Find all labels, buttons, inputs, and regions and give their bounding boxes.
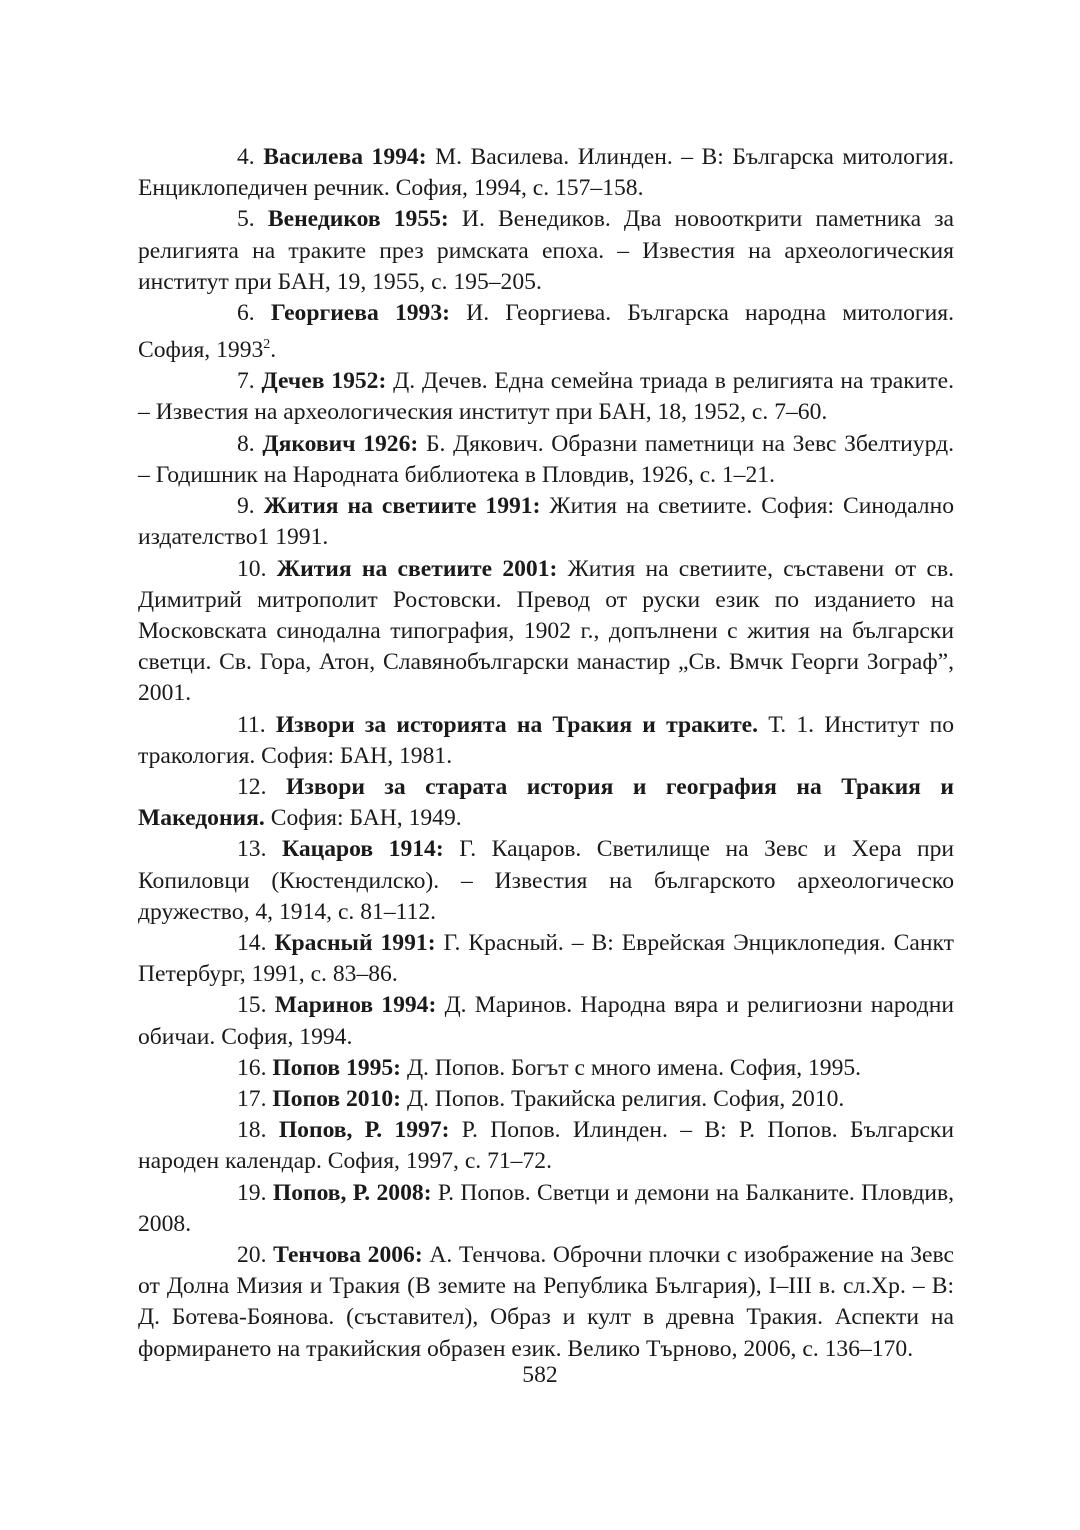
reference-key: Попов 2010: [272,1085,402,1112]
reference-key: Дечев 1952: [261,368,387,395]
reference-text: Р. Попов. Светци и демони на Балканите. Пловдив, 2008. [138,1179,955,1237]
reference-item: 11. Извори за историята на Тракия и траките. Т. 1. Институт по тракология. София: БАН, 1981. [138,711,954,769]
reference-item: 16. Попов 1995: Д. Попов. Богът с много имена. София, 1995. [237,1054,862,1081]
reference-key: Извори за старата история и география на Тракия и Македония. [138,773,954,832]
reference-key: Тенчова 2006: [273,1241,423,1268]
reference-item: 4. Василева 1994: М. Василева. Илинден. – В: Българска митология. Енциклопедичен речник. София, 1994, с. 157–158. [138,144,954,202]
reference-text: М. Василева. Илинден. – В: Българска митология. Енциклопедичен речник. София, 1994, с. 157–158. [138,144,954,202]
reference-key: Кацаров 1914: [282,836,444,863]
reference-text: Жития на светиите, съставени от св. Димитрий митрополит Ростовски. Превод от руски език по изданието на Московската синодална типография, 1902 г., допълнени с жития на български светци. Св. Гора, Атон, Славянобългарски манастир „Св. Вмчк Георги Зограф”, 2001. [138,555,955,707]
reference-item: 7. Дечев 1952: Д. Дечев. Една семейна триада в религията на траките. – Известия на археологическия институт при БАН, 18, 1952, с. 7–60. [138,368,954,426]
reference-key: Жития на светиите 1991: [263,493,541,520]
reference-key: Попов, Р. 2008: [272,1179,432,1206]
reference-item: 5. Венедиков 1955: И. Венедиков. Два новооткрити паметника за религията на траките през римската епоха. – Известия на археологическия институт при БАН, 19, 1955, с. 195–205. [138,206,954,295]
reference-text: И. Венедиков. Два новооткрити паметника за религията на траките през римската епоха. – Известия на археологическия институт при БАН, 19, 1955, с. 195–205. [138,206,954,295]
page-number: 582 [522,1362,558,1388]
reference-text: И. Георгиева. Българска народна митология. София, 1993 [138,300,954,364]
reference-key: Маринов 1994: [274,992,437,1019]
reference-text: София: БАН, 1949. [264,805,462,832]
reference-text: Д. Попов. Тракийска религия. София, 2010. [401,1085,845,1112]
reference-text: Т. 1. Институт по тракология. София: БАН, 1981. [138,711,954,769]
reference-key: Попов, Р. 1997: [278,1117,450,1144]
reference-key: Дякович 1926: [262,430,419,457]
reference-item: 6. Георгиева 1993: И. Георгиева. Българска народна митология. София, 1993$^2$. [138,300,954,364]
reference-text: Б. Дякович. Образни паметници на Зевс Збелтиурд. – Годишник на Народната библиотека в Пловдив, 1926, с. 1–21. [138,430,954,488]
reference-item: 20. Тенчова 2006: А. Тенчова. Оброчни плочки с изображение на Зевс от Долна Мизия и Тракия (В земите на Република България), I–III в. сл.Хр. – В: Д. Ботева-Боянова. (съставител), Образ и култ в древна Тракия. Аспекти на формирането на тракийския образен език. Велико Търново, 2006, с. 136–170. [138,1241,955,1362]
reference-item: 10. Жития на светиите 2001: Жития на светиите, съставени от св. Димитрий митрополит Ростовски. Превод от руски език по изданието на Московската синодална типография, 1902 г., допълнени с жития на български светци. Св. Гора, Атон, Славянобългарски манастир „Св. Вмчк Георги Зограф”, 2001. [138,555,955,707]
reference-item: 9. Жития на светиите 1991: Жития на светиите. София: Синодално издателство1 1991. [138,493,955,551]
reference-key: Жития на светиите 2001: [276,555,558,582]
reference-item: 12. Извори за старата история и география на Тракия и Македония. София: БАН, 1949. [138,773,954,832]
reference-item: 15. Маринов 1994: Д. Маринов. Народна вяра и религиозни народни обичаи. София, 1994. [138,992,954,1050]
reference-key: Венедиков 1955: [267,206,449,233]
reference-list [138,142,954,1365]
reference-key: Красный 1991: [274,929,436,956]
reference-text: Д. Попов. Богът с много имена. София, 1995. [401,1054,862,1081]
reference-text: Г. Красный. – В: Еврейская Энциклопедия. Санкт Петербург, 1991, с. 83–86. [138,929,954,988]
reference-item: 8. Дякович 1926: Б. Дякович. Образни паметници на Зевс Збелтиурд. – Годишник на Народната библиотека в Пловдив, 1926, с. 1–21. [138,430,954,488]
reference-item: 18. Попов, Р. 1997: Р. Попов. Илинден. – В: Р. Попов. Български народен календар. София, 1997, с. 71–72. [138,1117,955,1175]
reference-item: 14. Красный 1991: Г. Красный. – В: Еврейская Энциклопедия. Санкт Петербург, 1991, с. 83–86. [138,929,954,988]
reference-text: Жития на светиите. София: Синодално издателство1 1991. [138,493,955,551]
reference-text: Д. Маринов. Народна вяра и религиозни народни обичаи. София, 1994. [138,992,954,1050]
reference-key: Василева 1994: [263,144,427,170]
reference-item: 13. Кацаров 1914: Г. Кацаров. Светилище на Зевс и Хера при Копиловци (Кюстендилско). – Известия на българското археологическо дружество, 4, 1914, с. 81–112. [138,836,955,925]
reference-key: Георгиева 1993: [270,300,451,327]
reference-text: А. Тенчова. Оброчни плочки с изображение на Зевс от Долна Мизия и Тракия (В земите на Република България), I–III в. сл.Хр. – В: Д. Ботева-Боянова. (съставител), Образ и култ в древна Тракия. Аспекти на формирането на тракийския образен език. Велико Търново, 2006, с. 136–170. [138,1241,955,1362]
reference-item: 19. Попов, Р. 2008: Р. Попов. Светци и демони на Балканите. Пловдив, 2008. [138,1179,955,1237]
superscript: 2 [263,337,271,353]
reference-text: Р. Попов. Илинден. – В: Р. Попов. Български народен календар. София, 1997, с. 71–72. [138,1117,955,1175]
reference-item: 17. Попов 2010: Д. Попов. Тракийска религия. София, 2010. [237,1085,845,1112]
reference-key: Попов 1995: [272,1054,402,1081]
reference-text: Г. Кацаров. Светилище на Зевс и Хера при Копиловци (Кюстендилско). – Известия на българското археологическо дружество, 4, 1914, с. 81–112. [138,836,955,925]
reference-key: Извори за историята на Тракия и траките. [275,711,759,738]
reference-text: Д. Дечев. Една семейна триада в религията на траките. – Известия на археологическия институт при БАН, 18, 1952, с. 7–60. [138,368,954,426]
